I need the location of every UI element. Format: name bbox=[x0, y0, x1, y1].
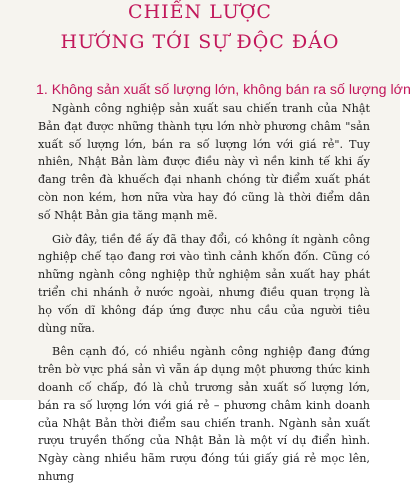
chapter-title-line-2: HƯỚNG TỚI SỰ ĐỘC ĐÁO bbox=[60, 31, 340, 53]
section-heading: 1. Không sản xuất số lượng lớn, không bán ra số lượng lớn bbox=[36, 82, 411, 98]
paragraph-1: Ngành công nghiệp sản xuất sau chiến tranh của Nhật Bản đạt được những thành tựu lớn nhờ phương châm "sản xuất số lượng lớn, bán ra số lượng lớn với giá rẻ". Tuy nhiên, Nhật Bản làm được điều này vì nền kinh tế khi ấy đang trên đà khuếch đại nhanh chóng từ điểm xuất phát còn non kém, hơn nữa vừa hay đó cũng là thời điểm dân số Nhật Bản gia tăng mạnh mẽ. bbox=[38, 102, 370, 222]
paragraph-3: Bên cạnh đó, có nhiều ngành công nghiệp đang đứng trên bờ vực phá sản vì vẫn áp dụng một phương thức kinh doanh cố chấp, đó là chủ trương sản xuất số lượng lớn, bán ra số lượng lớn với giá rẻ – phương châm kinh doanh của Nhật Bản thời điểm sau chiến tranh. Ngành sản xuất rượu truyền thống của Nhật Bản là một ví dụ điển hình. Ngày càng nhiều hãm rượu đóng túi giấy giá rẻ mọc lên, nhưng bbox=[38, 345, 370, 483]
paragraph-2: Giờ đây, tiền đề ấy đã thay đổi, có không ít ngành công nghiệp chế tạo đang rơi vào tình cảnh khốn đốn. Cũng có những ngành công nghiệp thử nghiệm sản xuất hay phát triển chi nhánh ở nước ngoài, nhưng điều quan trọng là họ vốn dĩ không đáp ứng được nhu cầu của người tiêu dùng nữa. bbox=[38, 232, 370, 335]
chapter-title-line-1: CHIẾN LƯỢC bbox=[128, 1, 272, 23]
chapter-title bbox=[0, 0, 400, 54]
body-text bbox=[38, 100, 370, 492]
